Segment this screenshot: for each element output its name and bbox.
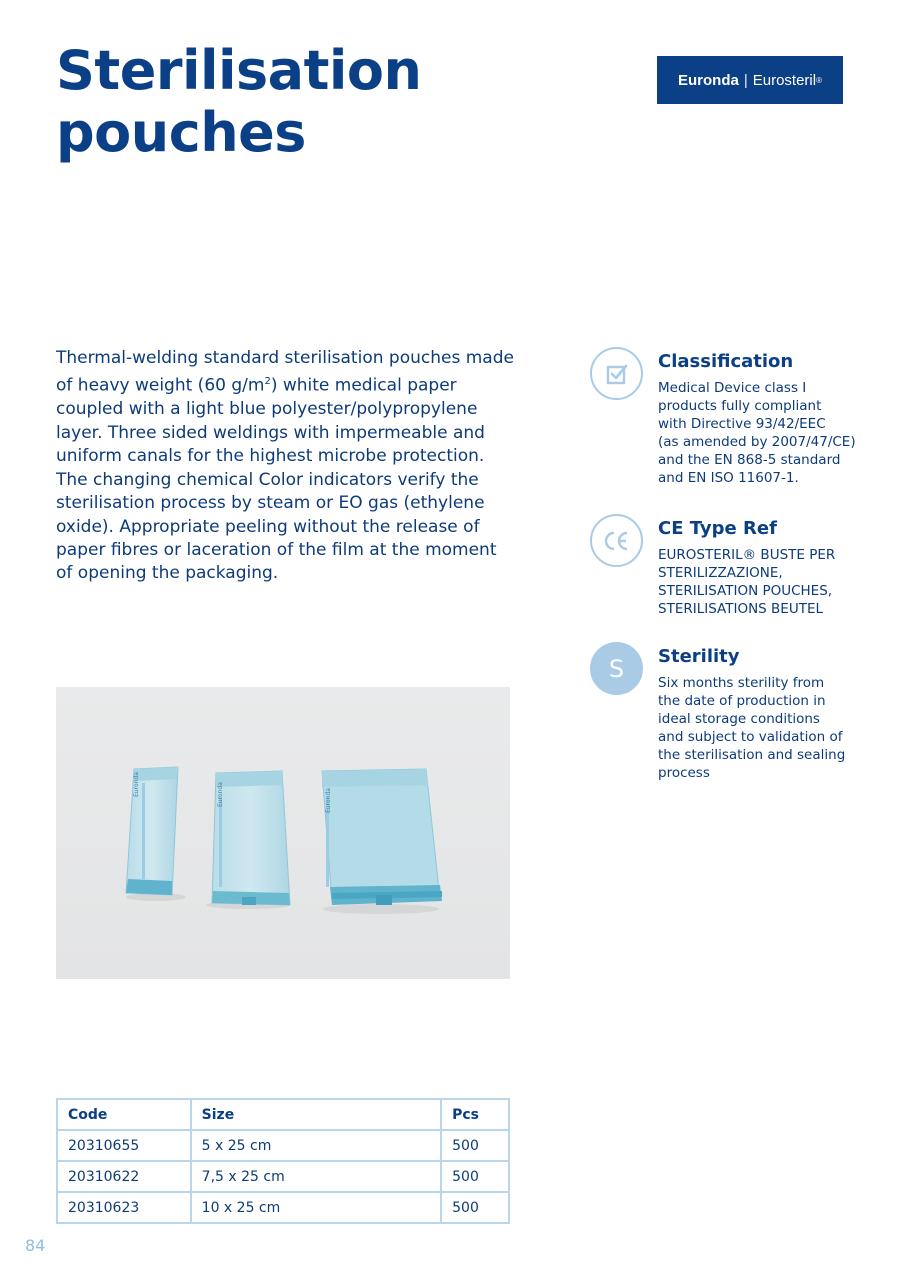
description-part-1: Thermal-welding standard sterilisation pouches made of heavy weight (60 g/m (56, 348, 514, 397)
pouch-1-label: Euronda (133, 772, 140, 797)
feature-title: CE Type Ref (658, 518, 777, 539)
pouch-3-label: Euronda (325, 788, 332, 813)
feature-text: EUROSTERIL® BUSTE PER STERILIZZAZIONE, STERILISATION POUCHES, STERILISATIONS BEUTEL (658, 547, 836, 617)
column-header-code: Code (57, 1099, 191, 1130)
feature-text: Six months sterility from the date of production in ideal storage conditions and subject to validation of the sterilisation and sealing process (658, 675, 846, 781)
brand-logo (657, 56, 843, 104)
page-number: 84 (25, 1236, 46, 1255)
column-header-size: Size (191, 1099, 441, 1130)
cell-code: 20310655 (57, 1130, 191, 1161)
pouch-2-label: Euronda (217, 782, 224, 807)
pouch-large-stack (322, 769, 442, 905)
feature-title: Sterility (658, 646, 740, 667)
page-title (56, 40, 576, 164)
table-header-row (57, 1099, 509, 1130)
description-superscript: 2 (264, 376, 271, 388)
cell-pcs: 500 (441, 1161, 509, 1192)
table-row (57, 1161, 509, 1192)
brand-name-eurosteril: Eurosteril (752, 71, 817, 89)
checkbox-icon (590, 347, 643, 400)
pouch-small (126, 767, 178, 895)
pouches-illustration (56, 687, 510, 979)
pouch-medium (212, 771, 290, 905)
cell-code: 20310622 (57, 1161, 191, 1192)
feature-text: Medical Device class I products fully compliant with Directive 93/42/EEC (as amended by 2007/47/CE) and the EN 868-5 standard and EN ISO 11607-1. (658, 380, 856, 486)
cell-code: 20310623 (57, 1192, 191, 1223)
product-table (56, 1098, 510, 1224)
product-photo (56, 687, 510, 979)
cell-size: 10 x 25 cm (191, 1192, 441, 1223)
brand-registered-mark: ® (816, 75, 822, 85)
title-line-2: pouches (56, 101, 306, 164)
cell-size: 5 x 25 cm (191, 1130, 441, 1161)
cell-size: 7,5 x 25 cm (191, 1161, 441, 1192)
description-part-2: ) white medical paper coupled with a light blue polyester/polypropylene layer. Three sided weldings with impermeable and uniform canals for the highest microbe protection. The changing chemical Color indicators verify the sterilisation process by steam or EO gas (ethylene oxide). Appropriate peeling without the release of paper fibres or laceration of the film at the moment of opening the packaging. (56, 376, 497, 584)
brand-name-euronda: Euronda (677, 71, 739, 89)
ce-mark-icon (590, 514, 643, 567)
table-row (57, 1130, 509, 1161)
feature-title: Classification (658, 351, 794, 372)
sterility-icon: S (590, 642, 643, 695)
product-description (56, 347, 516, 586)
table-row (57, 1192, 509, 1223)
brand-separator: | (743, 71, 748, 89)
column-header-pcs: Pcs (441, 1099, 509, 1130)
cell-pcs: 500 (441, 1130, 509, 1161)
title-line-1: Sterilisation (56, 39, 422, 102)
cell-pcs: 500 (441, 1192, 509, 1223)
